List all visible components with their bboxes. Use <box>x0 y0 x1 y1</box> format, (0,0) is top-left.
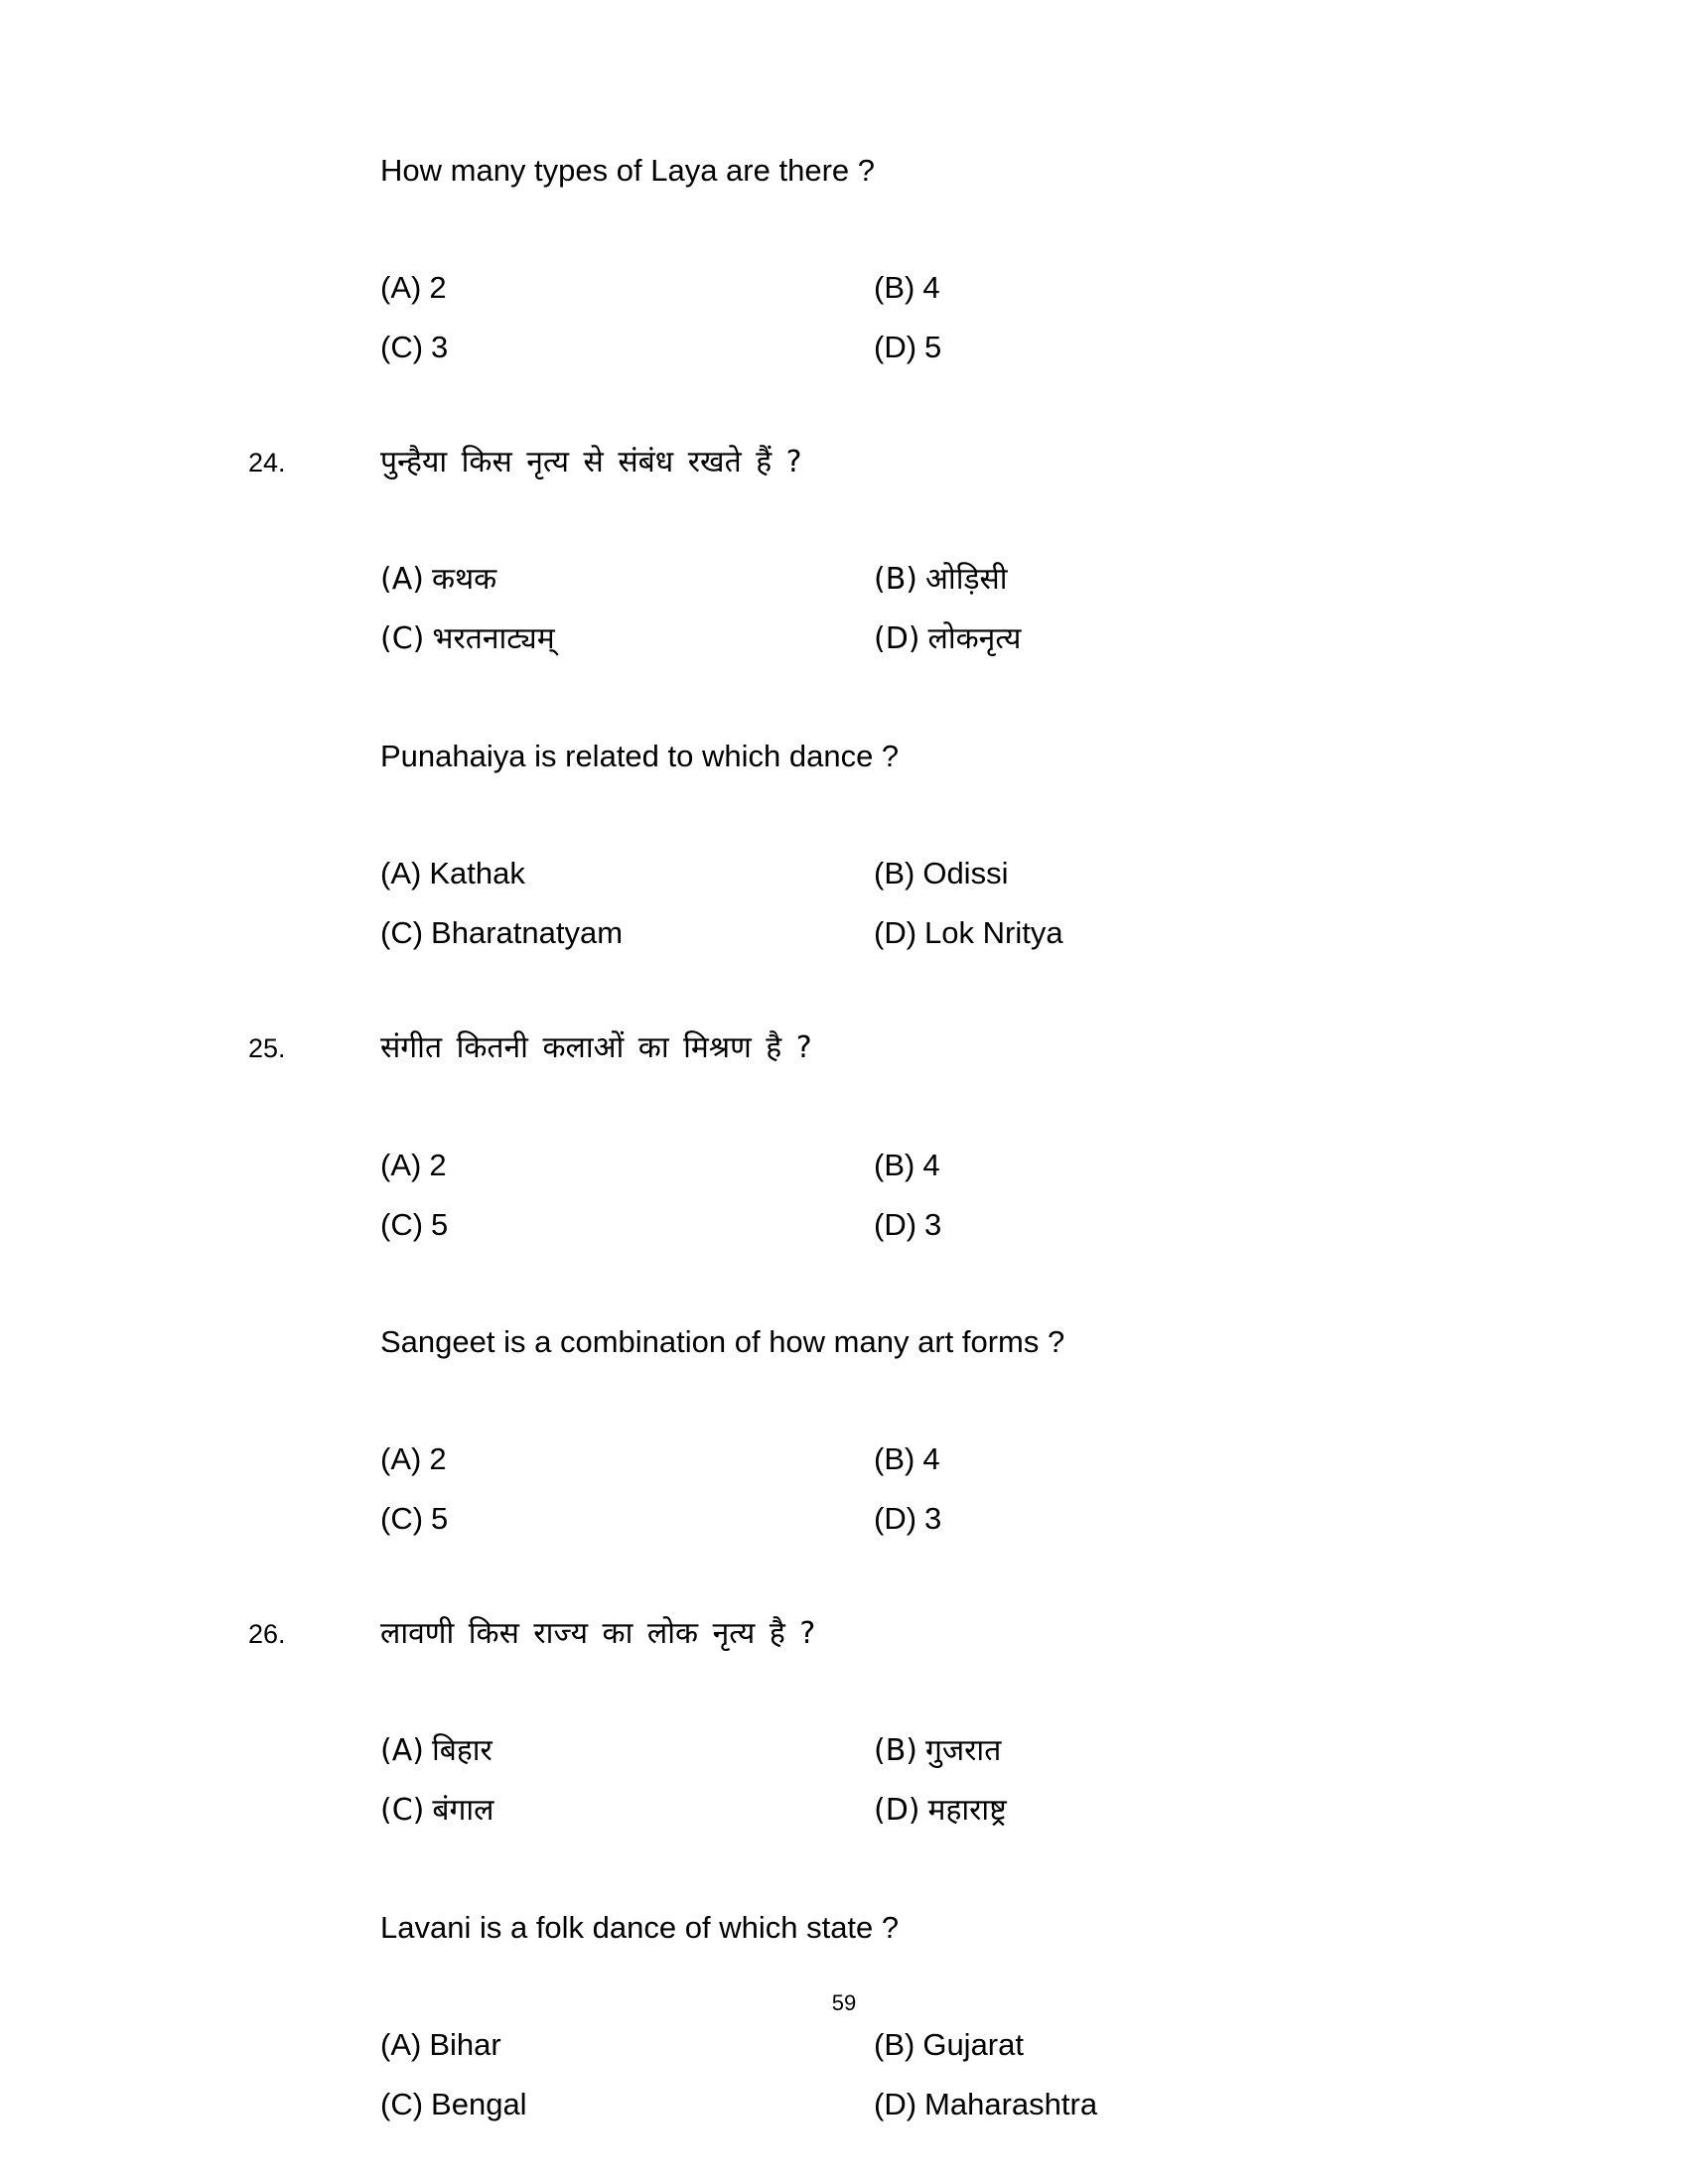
option-label: (C) <box>380 2087 424 2121</box>
question-prompt-english: Sangeet is a combination of how many art forms ? <box>380 1324 1065 1359</box>
option-value: 2 <box>429 270 447 305</box>
question-number: 25. <box>248 1033 286 1063</box>
option-b[interactable] <box>874 1729 1001 1773</box>
option-label: (D) <box>874 2087 917 2121</box>
option-a[interactable] <box>380 852 525 895</box>
option-value: गुजरात <box>925 1733 1002 1768</box>
option-d[interactable] <box>874 326 941 369</box>
option-value: Maharashtra <box>924 2087 1098 2121</box>
question-block <box>248 1026 1460 1557</box>
option-b[interactable] <box>874 852 1008 895</box>
option-label: (B) <box>874 2027 915 2062</box>
question-prompt-row <box>248 1906 1460 1966</box>
option-value: 2 <box>429 1148 447 1182</box>
option-label: (B) <box>874 1148 915 1182</box>
option-value: भरतनाट्यम् <box>432 621 555 656</box>
option-d[interactable] <box>874 911 1063 955</box>
option-row <box>380 558 1460 617</box>
option-a[interactable] <box>380 1437 447 1481</box>
option-row <box>380 1497 1460 1557</box>
question-prompt-hindi: पुन्हैया किस नृत्य से संबंध रखते हैं ? <box>380 445 802 479</box>
option-label: (D) <box>874 621 920 656</box>
option-label: (B) <box>874 270 915 305</box>
option-c[interactable] <box>380 1203 448 1247</box>
option-b[interactable] <box>874 1437 940 1481</box>
option-row <box>380 326 1460 385</box>
option-row <box>380 266 1460 326</box>
option-label: (B) <box>874 856 915 890</box>
question-prompt-row <box>248 1026 1460 1086</box>
option-c[interactable] <box>380 2083 527 2126</box>
question-block <box>248 441 1460 971</box>
option-value: लोकनृत्य <box>927 621 1022 656</box>
option-label: (A) <box>380 562 424 597</box>
option-d[interactable] <box>874 1203 941 1247</box>
option-group-english <box>380 2023 1460 2142</box>
option-value: 3 <box>924 1207 942 1242</box>
option-row <box>380 1729 1460 1789</box>
option-label: (C) <box>380 915 424 950</box>
option-label: (A) <box>380 1441 422 1476</box>
option-value: 4 <box>922 1441 940 1476</box>
option-label: (D) <box>874 330 917 364</box>
option-row <box>380 1789 1460 1848</box>
question-prompt-english: Punahaiya is related to which dance ? <box>380 739 900 773</box>
option-row <box>380 1144 1460 1203</box>
question-prompt-hindi: संगीत कितनी कलाओं का मिश्रण है ? <box>380 1030 812 1065</box>
question-prompt-row <box>248 735 1460 794</box>
option-value: 2 <box>429 1441 447 1476</box>
question-prompt-row <box>248 149 1460 208</box>
option-value: Bengal <box>431 2087 527 2121</box>
option-c[interactable] <box>380 1497 448 1541</box>
option-value: 5 <box>431 1501 449 1536</box>
option-value: 5 <box>431 1207 449 1242</box>
option-value: Bharatnatyam <box>431 915 624 950</box>
option-value: Kathak <box>429 856 525 890</box>
question-prompt-hindi: लावणी किस राज्य का लोक नृत्य है ? <box>380 1616 816 1651</box>
option-b[interactable] <box>874 558 1008 602</box>
option-value: 4 <box>922 1148 940 1182</box>
option-d[interactable] <box>874 2083 1097 2126</box>
question-block <box>248 1612 1460 2142</box>
option-label: (C) <box>380 1207 424 1242</box>
option-group-english <box>380 852 1460 971</box>
option-value: Gujarat <box>922 2027 1024 2062</box>
option-label: (B) <box>874 1441 915 1476</box>
option-label: (C) <box>380 330 424 364</box>
option-a[interactable] <box>380 1144 447 1187</box>
option-label: (C) <box>380 1793 425 1828</box>
option-d[interactable] <box>874 1789 1007 1833</box>
option-row <box>380 1437 1460 1497</box>
option-d[interactable] <box>874 617 1021 661</box>
question-number: 26. <box>248 1619 286 1649</box>
option-row <box>380 2023 1460 2083</box>
option-row <box>380 852 1460 911</box>
option-value: Lok Nritya <box>924 915 1063 950</box>
question-prompt-row <box>248 441 1460 500</box>
question-prompt-english: Lavani is a folk dance of which state ? <box>380 1910 900 1945</box>
option-label: (C) <box>380 1501 424 1536</box>
option-label: (A) <box>380 2027 422 2062</box>
option-b[interactable] <box>874 1144 940 1187</box>
option-label: (A) <box>380 1733 424 1768</box>
option-label: (B) <box>874 1733 917 1768</box>
option-value: Odissi <box>922 856 1009 890</box>
option-label: (D) <box>874 1207 917 1242</box>
question-prompt-english: How many types of Laya are there ? <box>380 153 875 188</box>
option-label: (D) <box>874 1501 917 1536</box>
option-value: 3 <box>431 330 449 364</box>
option-b[interactable] <box>874 2023 1024 2067</box>
option-value: 3 <box>924 1501 942 1536</box>
option-c[interactable] <box>380 911 623 955</box>
option-value: बंगाल <box>432 1793 494 1828</box>
question-block <box>248 149 1460 385</box>
option-value: ओड़िसी <box>925 562 1008 597</box>
option-label: (D) <box>874 915 917 950</box>
option-b[interactable] <box>874 266 940 310</box>
option-a[interactable] <box>380 1729 492 1773</box>
question-number: 24. <box>248 448 286 478</box>
option-row <box>380 911 1460 971</box>
option-label: (D) <box>874 1793 920 1828</box>
option-group-hindi <box>380 1729 1460 1848</box>
option-label: (B) <box>874 562 917 597</box>
option-label: (C) <box>380 621 425 656</box>
option-value: कथक <box>431 562 497 597</box>
option-group-hindi <box>380 558 1460 677</box>
option-a[interactable] <box>380 558 496 602</box>
option-value: 5 <box>924 330 942 364</box>
option-d[interactable] <box>874 1497 941 1541</box>
option-c[interactable] <box>380 617 555 661</box>
question-prompt-row <box>248 1320 1460 1380</box>
option-group-hindi <box>380 1144 1460 1263</box>
option-value: 4 <box>922 270 940 305</box>
question-prompt-row <box>248 1612 1460 1672</box>
option-label: (A) <box>380 856 422 890</box>
option-c[interactable] <box>380 326 448 369</box>
option-label: (A) <box>380 270 422 305</box>
option-a[interactable] <box>380 2023 501 2067</box>
option-label: (A) <box>380 1148 422 1182</box>
option-group-english <box>380 266 1460 385</box>
option-value: Bihar <box>429 2027 501 2062</box>
question-list <box>248 149 1460 2142</box>
option-group-english <box>380 1437 1460 1557</box>
option-value: महाराष्ट्र <box>927 1793 1007 1828</box>
page-number: 59 <box>831 1990 857 2015</box>
option-row <box>380 2083 1460 2142</box>
option-c[interactable] <box>380 1789 494 1833</box>
option-row <box>380 1203 1460 1263</box>
option-a[interactable] <box>380 266 447 310</box>
option-value: बिहार <box>431 1733 492 1768</box>
option-row <box>380 617 1460 677</box>
